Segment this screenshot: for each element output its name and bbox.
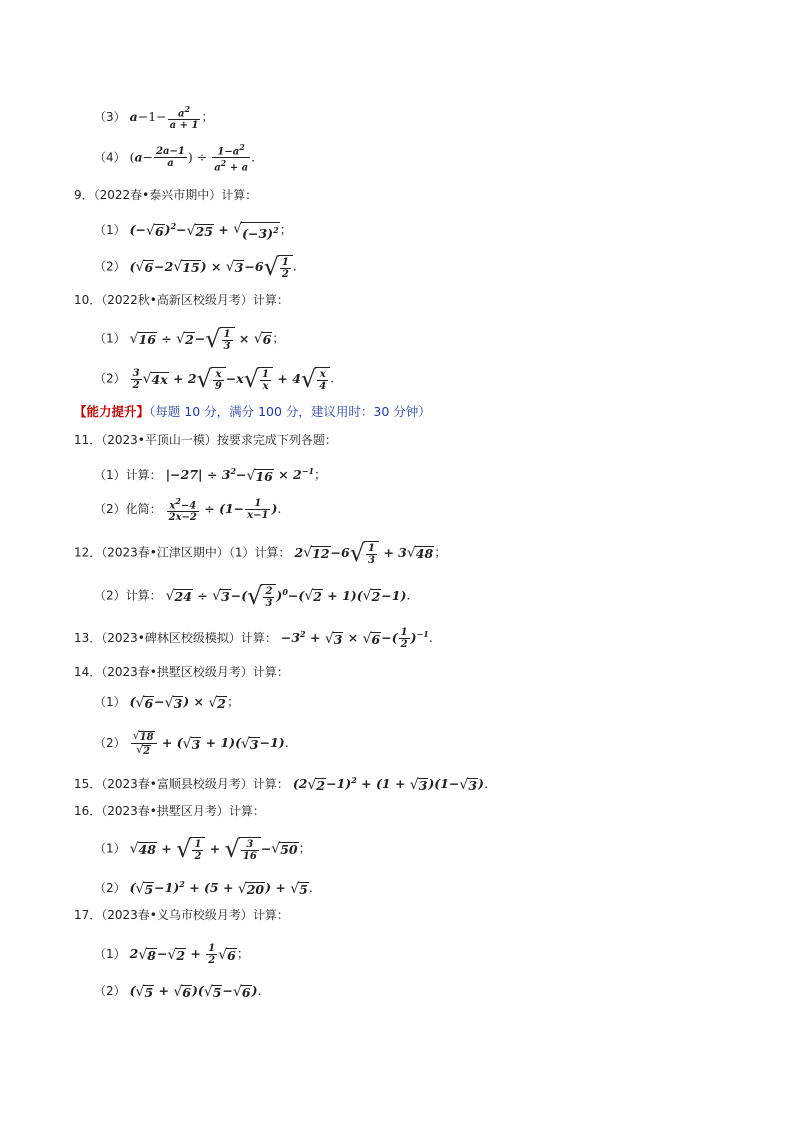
section-heading (74, 404, 431, 420)
question-9-part-2: （2） ( √ 6 −2 √ 15 ) × √ 3 −6 √ $\frac{1}{2}$ . (94, 253, 297, 281)
section-title: 【能力提升】 (74, 404, 150, 419)
question-10-part-2: （2） $\frac{3}{2}$ √ 4x + 2 √ $\frac{x}{9}$ −x √ $\frac{1}{x}$ + 4 √ $\frac{x}{4}$ . (94, 365, 335, 393)
question-17-part-1: （1） 2 √ 8 − √ 2 + $\frac{1}{2}$ √ 6 ； (94, 943, 250, 966)
question-16-part-1: （1） √ 48 + √ $\frac{1}{2}$ + √ $\frac{3}{16}$ − √ 50 ； (94, 835, 312, 863)
question-11-heading: 11．（2023•平顶山一模）按要求完成下列各题： (74, 433, 337, 447)
question-10-part-1: （1） √ 16 ÷ √ 2 − √ $\frac{1}{3}$ × √ 6 ； (94, 325, 285, 353)
question-9-part-1: （1） (− √ 6 )$^2$− √ 25 + √ $(-3)^2$ ； (94, 220, 293, 241)
question-14-heading: 14．（2023春•拱墅区校级月考）计算： (74, 665, 289, 679)
question-15: 15．（2023春•富顺县校级月考）计算： (2 √ 2 −1)$^2$ + (1 + √ 3 )(1− √ 3 ). (74, 775, 488, 793)
question-13: 13．（2023•碑林区校级模拟）计算： $-3^2$ + √ 3 × √ 6 −( $\frac{1}{2}$ )$^{-1}$. (74, 627, 433, 651)
fraction: $\frac{a^2}{a + 1}$ (169, 104, 199, 132)
question-17-part-2: （2） ( √ 5 + √ 6 )( √ 5 − √ 6 ). (94, 983, 262, 1000)
problem-8-part-4: （4） (a− $\frac{2a-1}{a}$ ) ÷ $\frac{1-a^2}{a^2 + a}$ . (94, 142, 256, 174)
question-16-heading: 16．（2023春•拱墅区月考）计算： (74, 804, 265, 818)
question-9-heading: 9．（2022春•泰兴市期中）计算： (74, 188, 258, 202)
question-12-part-2: （2）计算： √ 24 ÷ √ 3 −( √ $\frac{2}{3}$ )$^0$−( √ 2 + 1)( √ 2 −1). (94, 582, 411, 610)
question-16-part-2: （2） ( √ 5 −1)$^2$ + (5 + √ 20 ) + √ 5 . (94, 879, 313, 897)
question-14-part-2: （2） √ 18 √ 2 + ( √ 3 + 1)( √ 3 −1). (94, 729, 289, 757)
question-11-part-1: （1）计算： $|-27| \div 3^2-$ √ 16 × $2^{-1}$； (94, 466, 327, 484)
section-note: （每题 10 分，满分 100 分，建议用时：30 分钟） (149, 404, 431, 419)
problem-8-part-3: （3） a−1− $\frac{a^2}{a + 1}$ ； (94, 104, 214, 132)
part-label: （3） (94, 110, 126, 125)
question-14-part-1: （1） ( √ 6 − √ 3 ) × √ 2 ； (94, 694, 240, 711)
question-17-heading: 17．（2023春•义乌市校级月考）计算： (74, 908, 289, 922)
part-label: （4） (94, 150, 126, 165)
question-12-part-1: 12．（2023春•江津区期中）（1）计算： 2 √ 12 −6 √ $\frac{1}{3}$ + 3 √ 48 ； (74, 539, 447, 567)
question-11-part-2: （2）化简： $\frac{x^2-4}{2x-2}$ ÷ (1− $\frac{1}{x-1}$ ). (94, 496, 282, 524)
question-10-heading: 10．（2022秋•高新区校级月考）计算： (74, 293, 289, 307)
